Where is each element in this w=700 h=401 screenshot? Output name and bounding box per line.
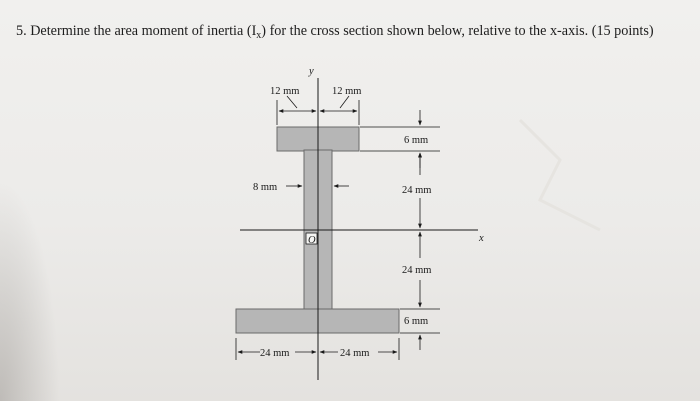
dim-top-right: 12 mm xyxy=(332,86,362,97)
leader-line xyxy=(340,96,349,108)
question-number: 5. xyxy=(16,23,27,39)
question-body-start: Determine the area moment of inertia (I xyxy=(30,23,257,39)
origin-label: O xyxy=(308,235,316,246)
dim-top-left: 12 mm xyxy=(270,86,300,97)
dim-web-thickness: 8 mm xyxy=(253,182,278,193)
inertia-subscript: x xyxy=(256,30,262,41)
dim-lower-web: 24 mm xyxy=(402,265,432,276)
question-body-end: ) for the cross section shown below, relative to the x-axis. (15 points) xyxy=(261,23,654,39)
web-thickness-dim xyxy=(253,182,349,193)
dim-top-flange-thickness: 6 mm xyxy=(404,135,429,146)
dim-bottom-left: 24 mm xyxy=(260,348,290,359)
dim-upper-web: 24 mm xyxy=(402,185,432,196)
dim-bottom-right: 24 mm xyxy=(340,348,370,359)
top-dims xyxy=(270,86,361,125)
background-ghost-mark xyxy=(520,120,600,230)
y-axis-label: y xyxy=(309,66,314,77)
leader-line xyxy=(287,96,297,108)
x-axis-label: x xyxy=(479,233,484,244)
dim-bottom-flange-thickness: 6 mm xyxy=(404,316,429,327)
